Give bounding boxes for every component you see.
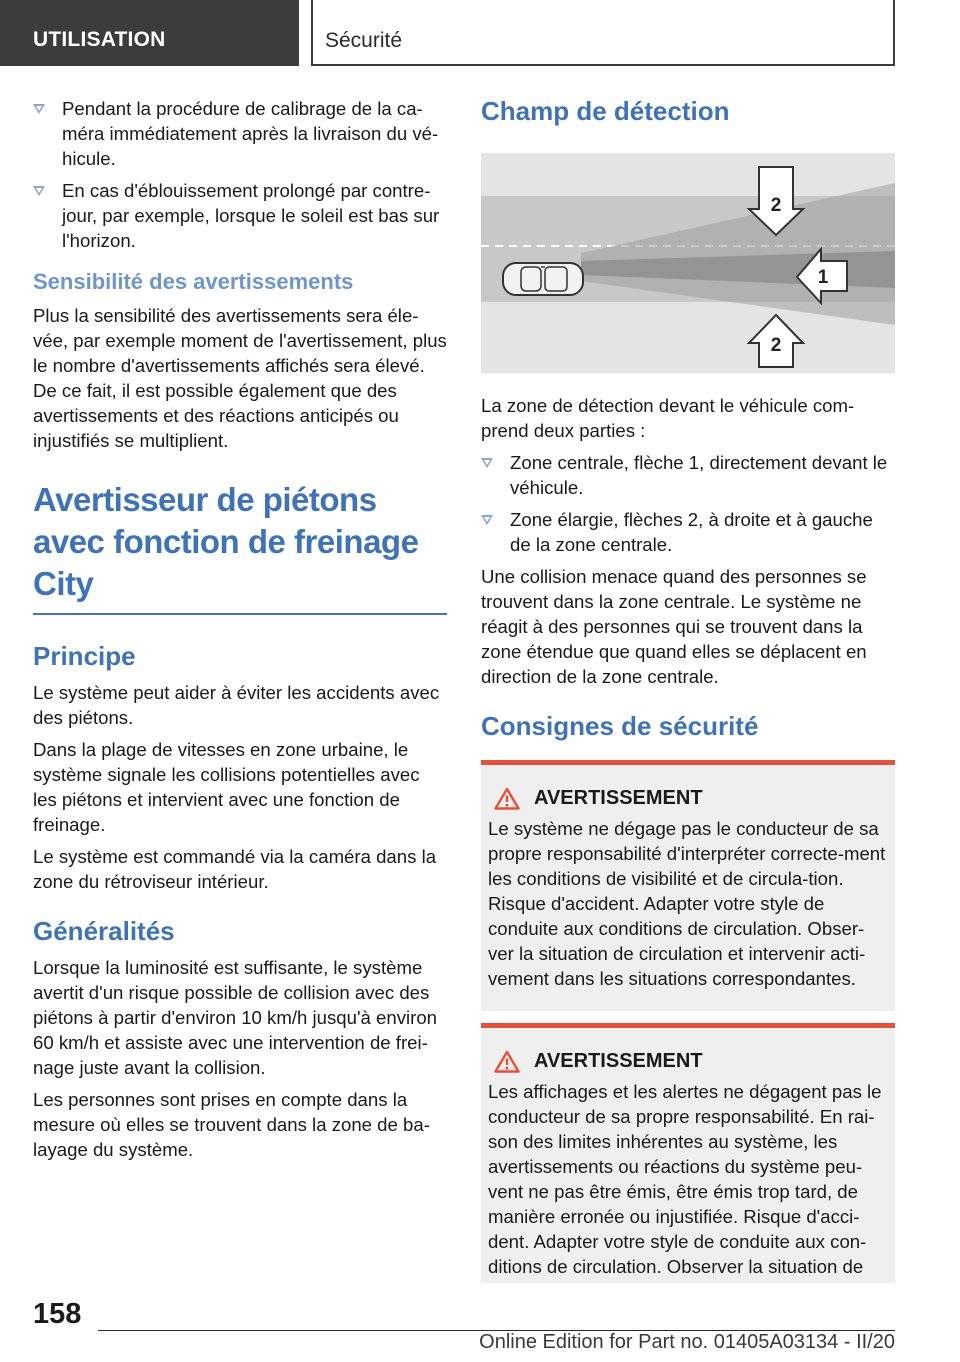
chapter-label: UTILISATION: [33, 28, 166, 51]
list-item: Zone centrale, flèche 1, directement devant le véhicule.: [481, 450, 895, 500]
edition-note: Online Edition for Part no. 01405A03134 - II/20: [479, 1331, 895, 1353]
arrow-label-bottom: 2: [770, 335, 782, 356]
arrow-label-top: 2: [770, 195, 782, 216]
list-item: En cas d'éblouissement prolongé par contre-jour, par exemple, lorsque le soleil est bas sur l'horizon.: [33, 178, 447, 253]
warning-box: [481, 1023, 895, 1283]
bullet-triangle-icon: [481, 515, 493, 525]
right-column: [481, 96, 895, 1047]
principle-paragraph: Le système peut aider à éviter les accidents avec des piétons.: [33, 682, 440, 728]
field-intro: La zone de détection devant le véhicule com-prend deux parties :: [481, 395, 855, 441]
field-text: Une collision menace quand des personnes se trouvent dans la zone centrale. Le système ne réagit à des personnes qui se trouvent dans la zone étendue que quand elles se déplacent en direction de la zone centrale.: [481, 566, 867, 687]
chapter-tab: [0, 0, 299, 66]
detection-field-diagram: [481, 153, 895, 373]
warning-text: Le système ne dégage pas le conducteur de sa propre responsabilité d'interpréter correcte-ment les conditions de visibilité et de circula-tion. Risque d'accident. Adapter votre style de conduite aux conditions de circulation. Obser-ver la situation de circulation et intervenir acti-vement dans les situations correspondantes.: [488, 818, 886, 989]
left-column: [33, 96, 447, 1169]
general-paragraph: Les personnes sont prises en compte dans la mesure où elles se trouvent dans la zone de ba-layage du système.: [33, 1089, 430, 1160]
warning-box: [481, 760, 895, 1011]
bullet-triangle-icon: [33, 186, 45, 196]
warning-triangle-icon: [494, 1050, 520, 1073]
arrow-label-center: 1: [817, 267, 829, 288]
general-heading: Généralités: [33, 916, 175, 946]
principle-paragraph: Le système est commandé via la caméra dans la zone du rétroviseur intérieur.: [33, 846, 437, 892]
sensitivity-heading: Sensibilité des avertissements: [33, 269, 354, 294]
field-heading: Champ de détection: [481, 96, 730, 126]
warning-text: Les affichages et les alertes ne dégagent pas le conducteur de sa propre responsabilité. En rai-son des limites inhérentes au système, les avertissements ou réactions du système peu-vent ne pas être émis, être émis trop tard, de manière erronée ou injustifiée. Risque d'acci-dent. Adapter votre style de conduite aux con-ditions de circulation. Observer la situation de: [488, 1081, 882, 1277]
bullet-triangle-icon: [481, 458, 493, 468]
page-number: 158: [33, 1298, 82, 1330]
bullet-triangle-icon: [33, 104, 45, 114]
section-label: Sécurité: [325, 29, 403, 52]
principle-heading: Principe: [33, 641, 136, 671]
general-paragraph: Lorsque la luminosité est suffisante, le système avertit d'un risque possible de collision avec des piétons à partir d'environ 10 km/h jusqu'à environ 60 km/h et assiste avec une intervention de frei-nage juste avant la collision.: [33, 957, 437, 1078]
warning-triangle-icon: [494, 787, 520, 810]
section-tab: [311, 0, 895, 66]
list-item: Zone élargie, flèches 2, à droite et à gauche de la zone centrale.: [481, 507, 895, 557]
warning-title: AVERTISSEMENT: [534, 787, 703, 809]
warning-title: AVERTISSEMENT: [534, 1050, 703, 1072]
principle-paragraph: Dans la plage de vitesses en zone urbaine, le système signale les collisions potentielles avec les piétons et intervient avec une fonction de freinage.: [33, 739, 420, 835]
list-item: Pendant la procédure de calibrage de la ca-méra immédiatement après la livraison du vé-hicule.: [33, 96, 447, 171]
chapter-title: Avertisseur de piétons avec fonction de freinage City: [33, 479, 447, 615]
sensitivity-text: Plus la sensibilité des avertissements sera éle-vée, par exemple moment de l'avertissement, plus le nombre d'avertissements affichés sera élevé. De ce fait, il est possible également que des avertissements et des réactions anticipés ou injustifiés se multiplient.: [33, 305, 447, 451]
car-icon: [503, 263, 583, 295]
safety-heading: Consignes de sécurité: [481, 711, 759, 741]
